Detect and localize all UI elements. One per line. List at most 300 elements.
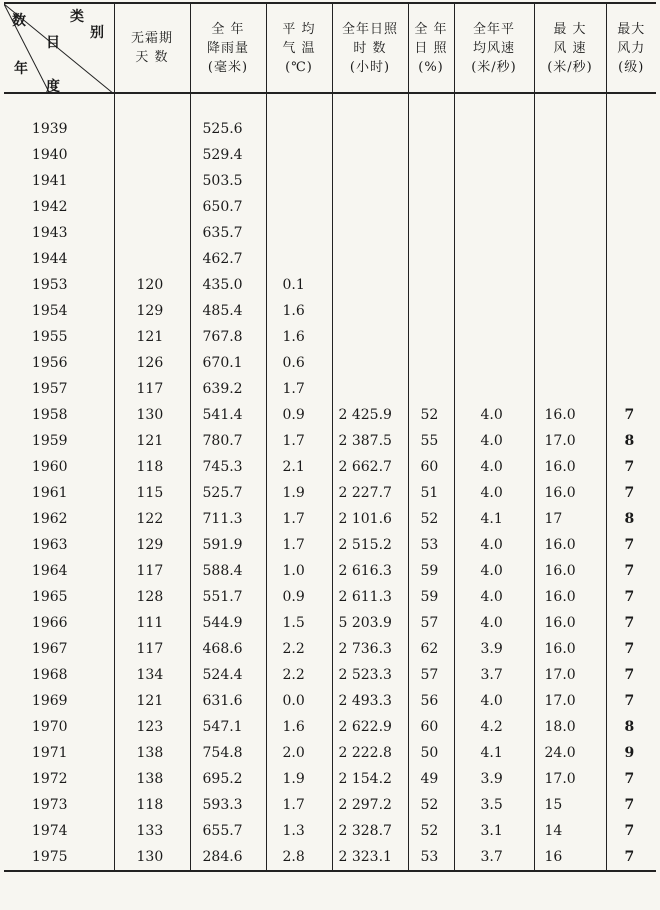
column-header-line: 最 大 (553, 21, 587, 37)
data-cell: 3.9 (454, 636, 534, 662)
data-cell (408, 246, 454, 272)
table-row (4, 506, 656, 532)
data-cell (266, 194, 332, 220)
data-cell: 462.7 (190, 246, 266, 272)
year-cell: 1955 (31, 329, 68, 345)
data-cell: 17 (534, 506, 606, 532)
table-row (4, 714, 656, 740)
column-header-6 (454, 3, 534, 93)
year-cell: 1973 (31, 797, 68, 813)
data-cell: 631.6 (190, 688, 266, 714)
data-cell: 541.4 (190, 402, 266, 428)
data-cell (534, 142, 606, 168)
data-cell: 60 (408, 454, 454, 480)
column-header-line: 最大 (617, 21, 646, 37)
data-cell: 3.9 (454, 766, 534, 792)
data-cell: 16.0 (534, 636, 606, 662)
data-cell: 49 (408, 766, 454, 792)
data-cell: 1.7 (266, 532, 332, 558)
table-row (4, 636, 656, 662)
table-row (4, 116, 656, 142)
year-cell: 1964 (31, 563, 68, 579)
data-cell: 16.0 (534, 584, 606, 610)
data-cell (534, 324, 606, 350)
data-cell (606, 272, 656, 298)
data-cell (534, 272, 606, 298)
data-cell: 0.6 (266, 350, 332, 376)
data-cell: 8 (606, 714, 656, 740)
data-cell: 16.0 (534, 610, 606, 636)
table-row (4, 272, 656, 298)
column-header-line: 风 速 (553, 40, 587, 56)
table-row (4, 766, 656, 792)
data-cell (534, 168, 606, 194)
data-cell (408, 298, 454, 324)
data-cell: 123 (114, 714, 190, 740)
year-cell: 1969 (31, 693, 68, 709)
table-row (4, 610, 656, 636)
data-cell: 117 (114, 636, 190, 662)
data-cell: 1.9 (266, 480, 332, 506)
data-cell (332, 246, 408, 272)
table-row (4, 844, 656, 871)
data-cell: 134 (114, 662, 190, 688)
data-cell: 7 (606, 480, 656, 506)
data-cell: 7 (606, 766, 656, 792)
table-row (4, 298, 656, 324)
year-cell: 1954 (31, 303, 68, 319)
data-cell: 52 (408, 402, 454, 428)
data-cell (114, 194, 190, 220)
data-cell: 754.8 (190, 740, 266, 766)
data-cell: 15 (534, 792, 606, 818)
data-cell: 7 (606, 844, 656, 871)
data-cell: 2 154.2 (332, 766, 408, 792)
data-cell (408, 376, 454, 402)
table-row (4, 142, 656, 168)
column-header-line: (毫米) (207, 59, 249, 75)
table-row (4, 558, 656, 584)
data-cell: 7 (606, 454, 656, 480)
table-body (4, 93, 656, 871)
data-cell: 111 (114, 610, 190, 636)
data-cell: 650.7 (190, 194, 266, 220)
table-row (4, 532, 656, 558)
data-cell (266, 142, 332, 168)
table-row (4, 428, 656, 454)
year-cell: 1970 (31, 719, 68, 735)
data-cell: 56 (408, 688, 454, 714)
table-row (4, 324, 656, 350)
data-cell: 17.0 (534, 766, 606, 792)
data-cell: 57 (408, 610, 454, 636)
data-cell: 7 (606, 558, 656, 584)
data-cell: 4.2 (454, 714, 534, 740)
data-cell: 468.6 (190, 636, 266, 662)
column-header-line: (小时) (349, 59, 391, 75)
data-cell: 2.8 (266, 844, 332, 871)
data-cell: 55 (408, 428, 454, 454)
year-cell: 1953 (31, 277, 68, 293)
data-cell: 9 (606, 740, 656, 766)
data-cell: 4.0 (454, 532, 534, 558)
year-cell: 1957 (31, 381, 68, 397)
table-row (4, 376, 656, 402)
data-cell: 2.2 (266, 662, 332, 688)
data-cell: 2 323.1 (332, 844, 408, 871)
data-cell: 2 227.7 (332, 480, 408, 506)
column-header-line: 无霜期 (130, 31, 173, 46)
data-cell: 7 (606, 636, 656, 662)
data-cell: 51 (408, 480, 454, 506)
data-cell: 435.0 (190, 272, 266, 298)
data-cell (266, 246, 332, 272)
data-cell: 2.1 (266, 454, 332, 480)
data-cell: 635.7 (190, 220, 266, 246)
table-row (4, 818, 656, 844)
table-row (4, 740, 656, 766)
table-row (4, 792, 656, 818)
data-cell: 4.1 (454, 506, 534, 532)
data-cell: 2 222.8 (332, 740, 408, 766)
column-header-2 (190, 3, 266, 93)
year-cell: 1972 (31, 771, 68, 787)
data-cell (606, 324, 656, 350)
year-cell: 1939 (31, 121, 68, 137)
data-cell: 4.0 (454, 584, 534, 610)
data-cell: 588.4 (190, 558, 266, 584)
column-header-5 (408, 3, 454, 93)
data-cell (408, 116, 454, 142)
column-header-line: 日 照 (414, 40, 448, 56)
data-cell (534, 376, 606, 402)
data-cell: 7 (606, 662, 656, 688)
data-cell: 17.0 (534, 662, 606, 688)
data-cell: 4.0 (454, 610, 534, 636)
data-cell: 525.6 (190, 116, 266, 142)
data-cell: 639.2 (190, 376, 266, 402)
data-cell: 52 (408, 506, 454, 532)
data-cell: 544.9 (190, 610, 266, 636)
data-cell: 117 (114, 558, 190, 584)
data-cell: 138 (114, 740, 190, 766)
data-cell: 5 203.9 (332, 610, 408, 636)
data-cell (534, 220, 606, 246)
data-cell: 485.4 (190, 298, 266, 324)
data-cell (606, 194, 656, 220)
year-cell: 1962 (31, 511, 68, 527)
data-cell: 2 425.9 (332, 402, 408, 428)
data-cell (114, 168, 190, 194)
data-cell (606, 142, 656, 168)
data-cell (114, 246, 190, 272)
year-cell: 1963 (31, 537, 68, 553)
data-cell (332, 220, 408, 246)
data-cell: 133 (114, 818, 190, 844)
data-cell: 18.0 (534, 714, 606, 740)
year-cell: 1959 (31, 433, 68, 449)
data-cell: 14 (534, 818, 606, 844)
year-cell: 1960 (31, 459, 68, 475)
data-cell (534, 246, 606, 272)
table-row (4, 350, 656, 376)
data-cell: 2 616.3 (332, 558, 408, 584)
data-cell (408, 272, 454, 298)
data-cell (114, 220, 190, 246)
data-cell: 130 (114, 844, 190, 871)
column-header-line: (级) (618, 59, 645, 75)
data-cell: 122 (114, 506, 190, 532)
column-header-line: 平 均 (282, 21, 316, 37)
data-cell: 529.4 (190, 142, 266, 168)
data-cell: 3.7 (454, 844, 534, 871)
year-cell: 1944 (31, 251, 68, 267)
data-cell: 524.4 (190, 662, 266, 688)
year-cell: 1971 (31, 745, 68, 761)
data-cell: 3.1 (454, 818, 534, 844)
table-row (4, 662, 656, 688)
data-cell: 1.7 (266, 428, 332, 454)
data-cell: 17.0 (534, 428, 606, 454)
data-cell (114, 116, 190, 142)
data-cell: 1.7 (266, 376, 332, 402)
data-cell: 4.0 (454, 402, 534, 428)
table-header (4, 3, 656, 93)
header-row (4, 3, 656, 93)
column-header-line: (℃) (285, 59, 313, 75)
data-cell: 1.9 (266, 766, 332, 792)
data-cell: 7 (606, 818, 656, 844)
data-cell: 120 (114, 272, 190, 298)
data-cell: 0.1 (266, 272, 332, 298)
data-cell: 16 (534, 844, 606, 871)
year-cell: 1974 (31, 823, 68, 839)
column-header-line: 风力 (617, 40, 646, 56)
data-cell: 129 (114, 532, 190, 558)
data-cell: 3.5 (454, 792, 534, 818)
data-cell: 59 (408, 584, 454, 610)
climate-data-table (4, 2, 656, 872)
spacer-row (4, 93, 656, 116)
data-cell: 1.6 (266, 714, 332, 740)
data-cell: 118 (114, 792, 190, 818)
data-cell: 4.0 (454, 558, 534, 584)
data-cell (332, 194, 408, 220)
data-cell (534, 350, 606, 376)
year-cell: 1975 (4, 844, 114, 871)
data-cell: 547.1 (190, 714, 266, 740)
table-row (4, 220, 656, 246)
data-cell: 8 (606, 506, 656, 532)
data-cell: 4.0 (454, 688, 534, 714)
data-cell: 711.3 (190, 506, 266, 532)
data-cell (606, 220, 656, 246)
data-cell (606, 168, 656, 194)
data-cell: 2 662.7 (332, 454, 408, 480)
data-cell: 0.0 (266, 688, 332, 714)
data-cell: 4.0 (454, 480, 534, 506)
data-cell: 695.2 (190, 766, 266, 792)
data-cell: 2 328.7 (332, 818, 408, 844)
data-cell: 17.0 (534, 688, 606, 714)
data-cell (408, 168, 454, 194)
column-header-line: 全 年 (211, 21, 245, 37)
corner-diagonal-secondary (4, 4, 50, 94)
year-cell: 1966 (31, 615, 68, 631)
data-cell (332, 142, 408, 168)
data-cell: 551.7 (190, 584, 266, 610)
data-cell: 4.1 (454, 740, 534, 766)
data-cell (454, 220, 534, 246)
data-cell: 117 (114, 376, 190, 402)
data-cell (332, 116, 408, 142)
year-cell: 1961 (31, 485, 68, 501)
data-cell: 2 493.3 (332, 688, 408, 714)
data-cell: 2.2 (266, 636, 332, 662)
column-header-8 (606, 3, 656, 93)
data-cell (408, 324, 454, 350)
data-cell: 7 (606, 532, 656, 558)
data-cell (266, 116, 332, 142)
data-cell (454, 116, 534, 142)
data-cell (332, 324, 408, 350)
data-cell: 7 (606, 584, 656, 610)
year-cell: 1967 (31, 641, 68, 657)
data-cell: 1.7 (266, 506, 332, 532)
table-row (4, 246, 656, 272)
data-cell (408, 142, 454, 168)
data-cell (534, 194, 606, 220)
data-cell: 16.0 (534, 480, 606, 506)
data-cell: 2 297.2 (332, 792, 408, 818)
year-cell: 1958 (31, 407, 68, 423)
data-cell: 1.5 (266, 610, 332, 636)
data-cell: 129 (114, 298, 190, 324)
data-cell: 138 (114, 766, 190, 792)
data-cell: 52 (408, 818, 454, 844)
column-header-line: 全 年 (414, 21, 448, 37)
data-cell: 745.3 (190, 454, 266, 480)
data-cell (454, 272, 534, 298)
table-row (4, 194, 656, 220)
data-cell (332, 350, 408, 376)
column-header-3 (266, 3, 332, 93)
data-cell: 50 (408, 740, 454, 766)
data-cell: 525.7 (190, 480, 266, 506)
data-cell (332, 298, 408, 324)
data-cell (266, 220, 332, 246)
data-cell (266, 168, 332, 194)
data-cell: 284.6 (190, 844, 266, 871)
year-cell: 1943 (31, 225, 68, 241)
column-header-line: (米/秒) (471, 59, 517, 75)
data-cell: 1.6 (266, 324, 332, 350)
data-cell (454, 298, 534, 324)
data-cell: 130 (114, 402, 190, 428)
data-cell: 121 (114, 324, 190, 350)
data-cell: 16.0 (534, 558, 606, 584)
data-cell (454, 350, 534, 376)
data-cell: 593.3 (190, 792, 266, 818)
year-cell: 1942 (31, 199, 68, 215)
data-cell: 2 101.6 (332, 506, 408, 532)
data-cell (534, 298, 606, 324)
data-cell: 1.3 (266, 818, 332, 844)
data-cell: 16.0 (534, 402, 606, 428)
data-cell: 3.7 (454, 662, 534, 688)
column-header-4 (332, 3, 408, 93)
column-header-1 (114, 3, 190, 93)
data-cell: 1.6 (266, 298, 332, 324)
column-header-7 (534, 3, 606, 93)
data-cell: 16.0 (534, 532, 606, 558)
data-cell (454, 142, 534, 168)
data-cell: 7 (606, 402, 656, 428)
data-cell: 16.0 (534, 454, 606, 480)
column-header-line: 时 数 (353, 40, 387, 56)
data-cell: 1.7 (266, 792, 332, 818)
data-cell (408, 220, 454, 246)
year-cell: 1965 (31, 589, 68, 605)
year-cell: 1941 (31, 173, 68, 189)
table-row (4, 454, 656, 480)
data-cell: 118 (114, 454, 190, 480)
data-cell: 57 (408, 662, 454, 688)
data-cell (408, 194, 454, 220)
data-cell: 4.0 (454, 428, 534, 454)
data-cell: 115 (114, 480, 190, 506)
data-cell: 591.9 (190, 532, 266, 558)
data-cell: 8 (606, 428, 656, 454)
data-cell: 121 (114, 688, 190, 714)
table-row (4, 168, 656, 194)
data-cell: 670.1 (190, 350, 266, 376)
data-cell (454, 324, 534, 350)
data-cell: 53 (408, 532, 454, 558)
table-row (4, 584, 656, 610)
data-cell: 2 736.3 (332, 636, 408, 662)
data-cell (606, 298, 656, 324)
column-header-line: 降雨量 (206, 40, 249, 56)
data-cell: 53 (408, 844, 454, 871)
data-cell (606, 116, 656, 142)
data-cell: 2.0 (266, 740, 332, 766)
data-cell: 2 515.2 (332, 532, 408, 558)
column-header-line: (米/秒) (547, 59, 593, 75)
year-cell: 1968 (31, 667, 68, 683)
year-cell: 1940 (31, 147, 68, 163)
data-cell: 128 (114, 584, 190, 610)
data-cell: 60 (408, 714, 454, 740)
data-cell: 655.7 (190, 818, 266, 844)
data-cell: 7 (606, 610, 656, 636)
data-cell: 0.9 (266, 584, 332, 610)
data-cell (454, 168, 534, 194)
data-cell (332, 168, 408, 194)
data-cell: 503.5 (190, 168, 266, 194)
data-cell: 126 (114, 350, 190, 376)
data-cell: 7 (606, 688, 656, 714)
data-cell: 1.0 (266, 558, 332, 584)
data-cell (606, 376, 656, 402)
data-cell (606, 350, 656, 376)
data-cell: 24.0 (534, 740, 606, 766)
data-cell: 2 387.5 (332, 428, 408, 454)
data-cell: 52 (408, 792, 454, 818)
data-cell (454, 376, 534, 402)
column-header-line: 全年平 (472, 21, 515, 37)
table-row (4, 402, 656, 428)
